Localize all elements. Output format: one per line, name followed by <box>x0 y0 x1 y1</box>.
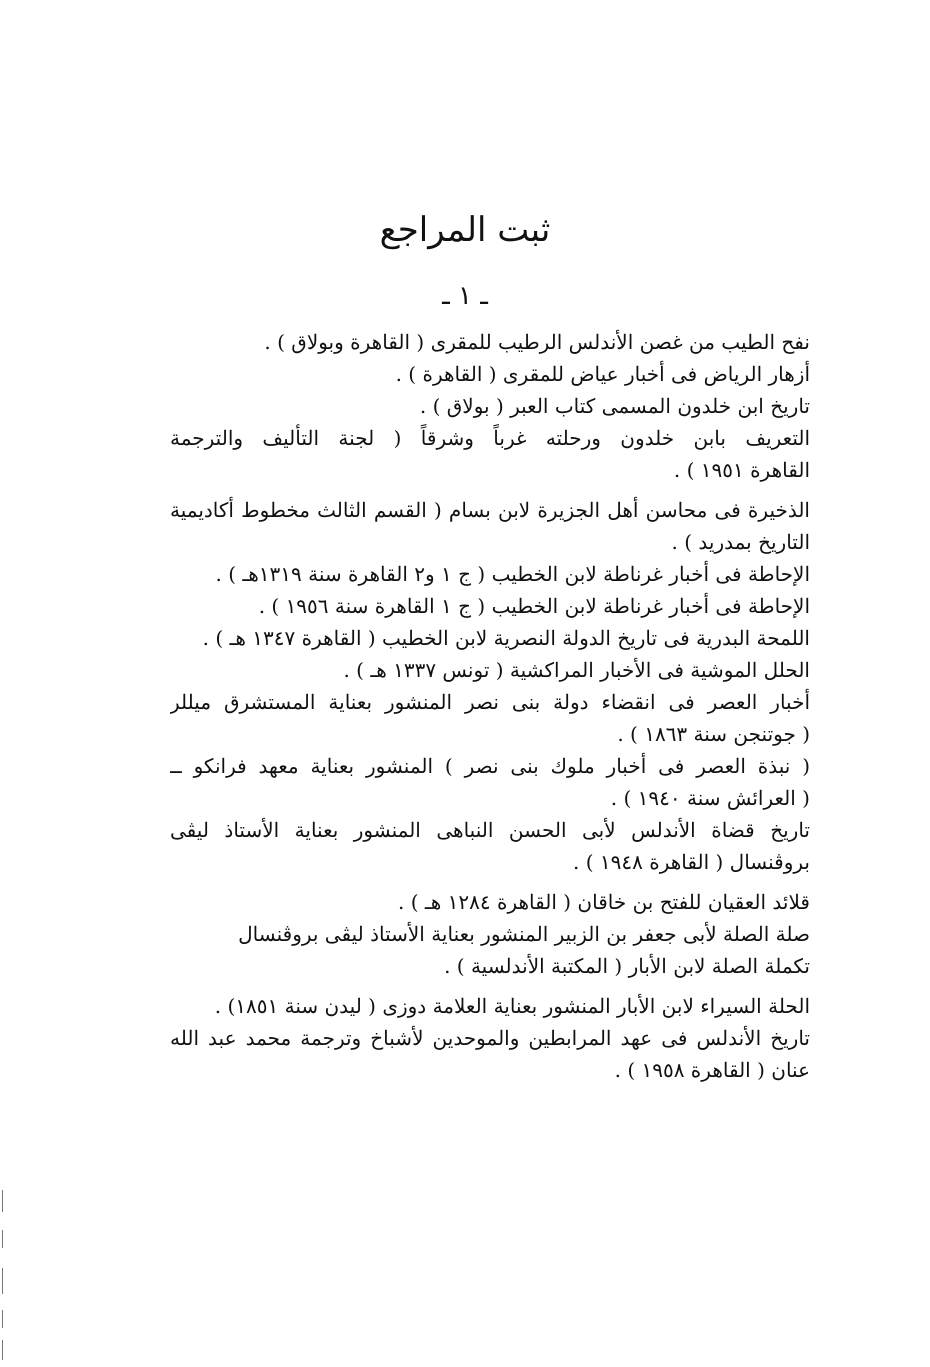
reference-line: التاريخ بمدريد ) . <box>671 530 810 554</box>
reference-entry <box>170 750 810 814</box>
reference-line: الإحاطة فى أخبار غرناطة لابن الخطيب ( ج ١ القاهرة سنة ١٩٥٦ ) . <box>258 594 810 618</box>
reference-entry <box>170 494 810 558</box>
reference-entry <box>170 422 810 486</box>
references-list <box>170 326 810 1086</box>
reference-line: بروڤنسال ( القاهرة ١٩٤٨ ) . <box>573 850 810 874</box>
reference-line: تاريخ قضاة الأندلس لأبى الحسن النباهى المنشور بعناية الأستاذ ليڤى <box>170 818 810 842</box>
reference-entry <box>170 654 810 686</box>
scan-margin-marks <box>2 1190 5 1360</box>
reference-line: تكملة الصلة لابن الأبار ( المكتبة الأندلسية ) . <box>444 954 810 978</box>
reference-line: ( العرائش سنة ١٩٤٠ ) . <box>610 786 810 810</box>
reference-line: تاريخ الأندلس فى عهد المرابطين والموحدين لأشباخ وترجمة محمد عبد الله <box>170 1026 810 1050</box>
reference-entry <box>170 950 810 982</box>
reference-line: اللمحة البدرية فى تاريخ الدولة النصرية لابن الخطيب ( القاهرة ١٣٤٧ هـ ) . <box>202 626 810 650</box>
reference-entry <box>170 558 810 590</box>
reference-entry <box>170 622 810 654</box>
reference-entry <box>170 590 810 622</box>
reference-entry <box>170 326 810 358</box>
reference-entry <box>170 918 810 950</box>
reference-line: صلة الصلة لأبى جعفر بن الزبير المنشور بعناية الأستاذ ليڤى بروڤنسال <box>238 922 810 946</box>
reference-line: التعريف بابن خلدون ورحلته غرباً وشرقاً ( لجنة التأليف والترجمة <box>170 426 810 450</box>
reference-line: أخبار العصر فى انقضاء دولة بنى نصر المنشور بعناية المستشرق ميللر <box>170 690 810 714</box>
reference-line: الحلل الموشية فى الأخبار المراكشية ( تونس ١٣٣٧ هـ ) . <box>343 658 810 682</box>
reference-line: ( جوتنجن سنة ١٨٦٣ ) . <box>617 722 810 746</box>
reference-entry <box>170 686 810 750</box>
reference-line: عنان ( القاهرة ١٩٥٨ ) . <box>614 1058 810 1082</box>
reference-line: نفح الطيب من غصن الأندلس الرطيب للمقرى ( القاهرة وبولاق ) . <box>264 330 810 354</box>
reference-line: الحلة السيراء لابن الأبار المنشور بعناية العلامة دوزى ( ليدن سنة ١٨٥١) . <box>214 994 810 1018</box>
reference-line: الذخيرة فى محاسن أهل الجزيرة لابن بسام ( القسم الثالث مخطوط أكاديمية <box>170 498 810 522</box>
reference-entry <box>170 814 810 878</box>
reference-line: تاريخ ابن خلدون المسمى كتاب العبر ( بولاق ) . <box>419 394 810 418</box>
reference-entry <box>170 1022 810 1086</box>
reference-entry <box>170 358 810 390</box>
reference-line: أزهار الرياض فى أخبار عياض للمقرى ( القاهرة ) . <box>395 362 810 386</box>
reference-entry <box>170 990 810 1022</box>
reference-line: القاهرة ١٩٥١ ) . <box>673 458 810 482</box>
section-number: ـ ١ ـ <box>442 281 488 311</box>
reference-line: قلائد العقيان للفتح بن خاقان ( القاهرة ١٢٨٤ هـ ) . <box>398 890 810 914</box>
page-title: ثبت المراجع <box>379 210 551 250</box>
reference-entry <box>170 886 810 918</box>
reference-entry <box>170 390 810 422</box>
reference-line: ( نبذة العصر فى أخبار ملوك بنى نصر ) المنشور بعناية معهد فرانكو ــ <box>170 754 810 778</box>
reference-line: الإحاطة فى أخبار غرناطة لابن الخطيب ( ج ١ و٢ القاهرة سنة ١٣١٩هـ ) . <box>215 562 810 586</box>
